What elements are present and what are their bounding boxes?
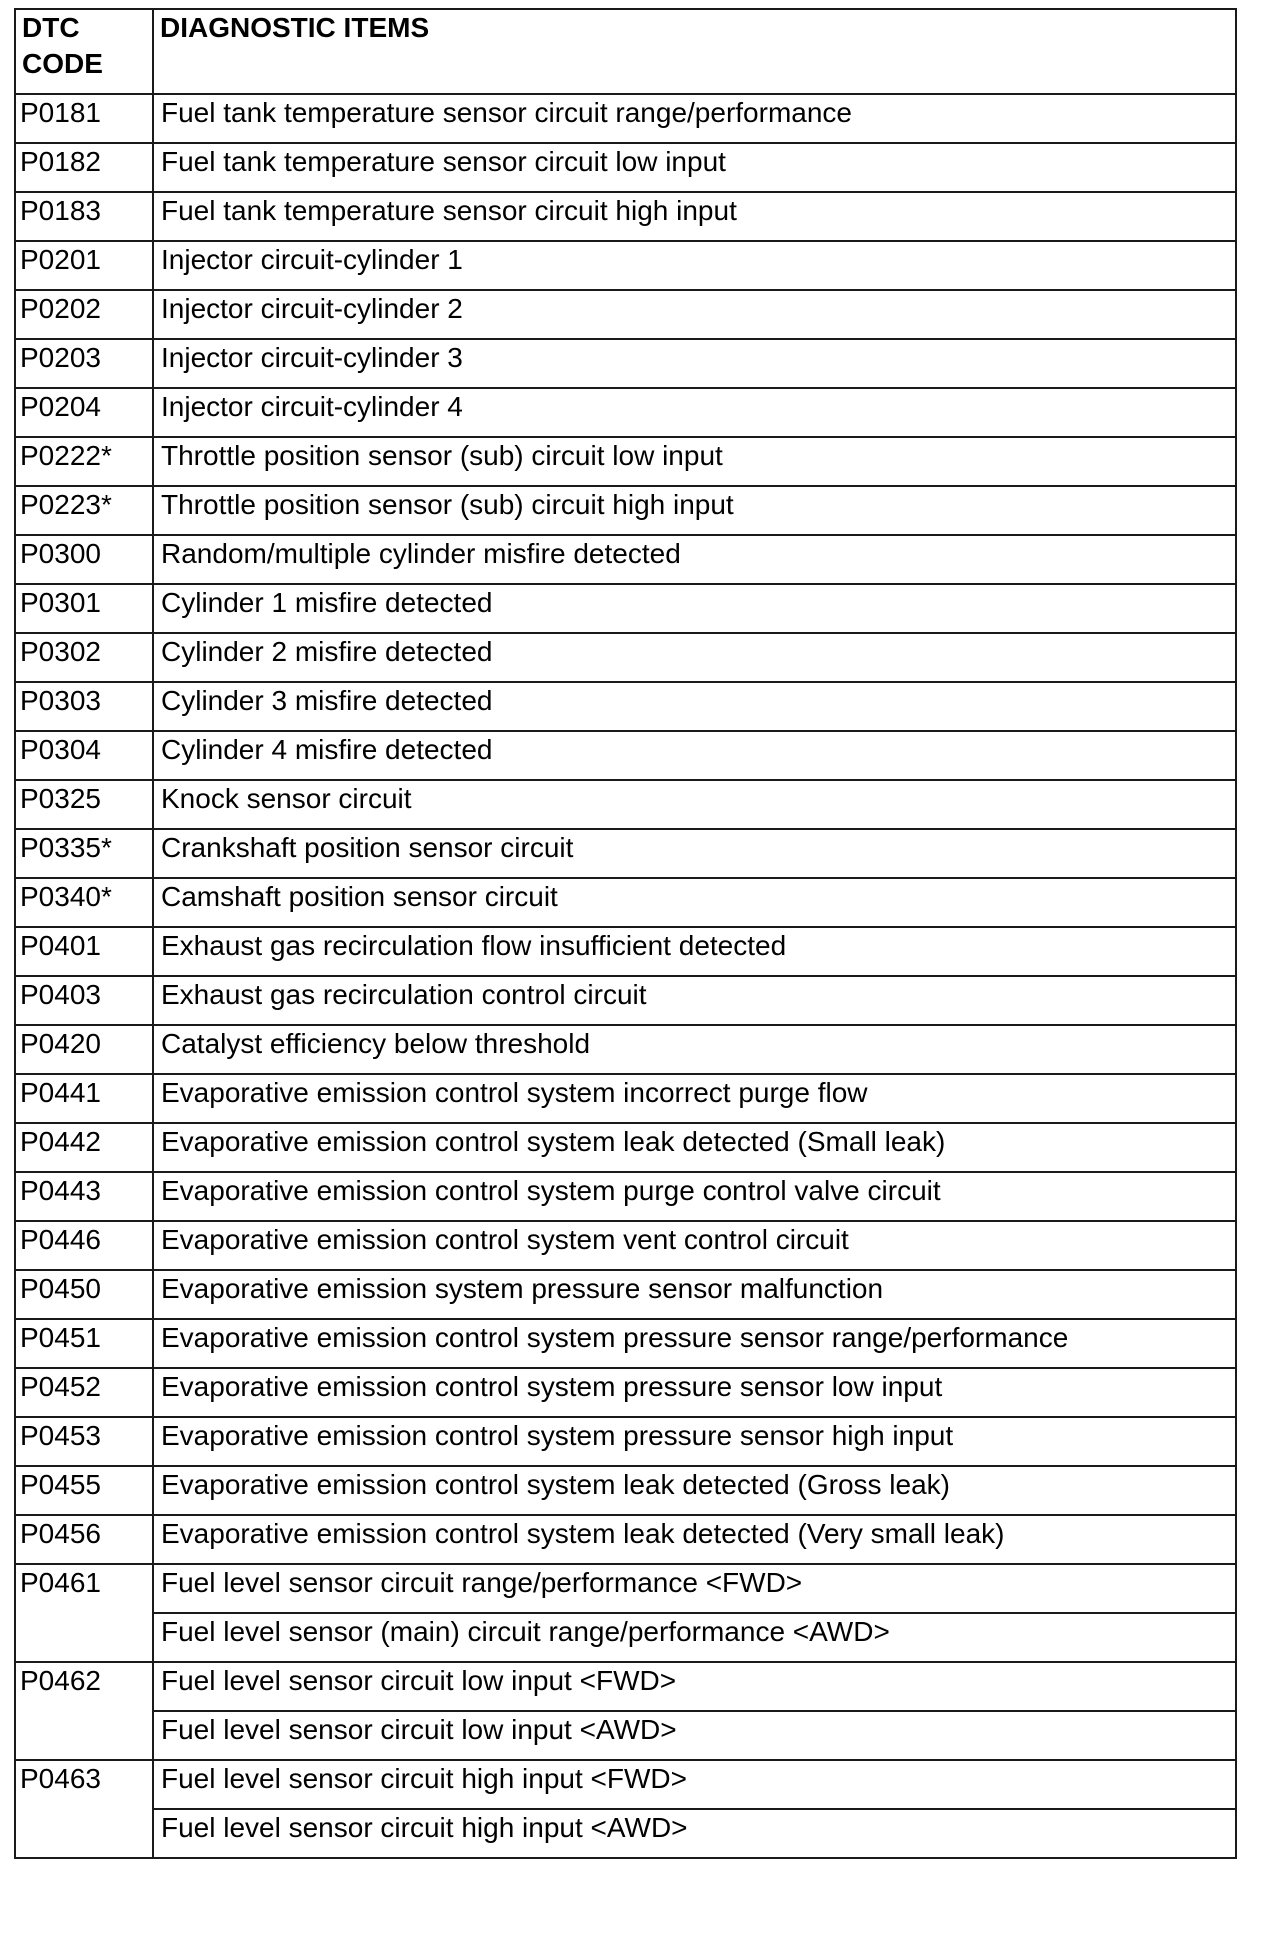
diagnostic-item-cell: Evaporative emission control system leak detected (Gross leak)	[153, 1466, 1236, 1515]
dtc-code-cell: P0300	[15, 535, 153, 584]
table-row	[15, 192, 1236, 241]
table-row	[15, 1319, 1236, 1368]
table-row	[15, 1417, 1236, 1466]
dtc-code-cell: P0461	[15, 1564, 153, 1662]
diagnostic-item-cell: Evaporative emission control system pressure sensor range/performance	[153, 1319, 1236, 1368]
dtc-code-cell: P0451	[15, 1319, 153, 1368]
diagnostic-item-cell: Cylinder 1 misfire detected	[153, 584, 1236, 633]
diagnostic-item-cell: Fuel level sensor (main) circuit range/performance <AWD>	[153, 1613, 1236, 1662]
dtc-code-cell: P0443	[15, 1172, 153, 1221]
diagnostic-item-cell: Evaporative emission control system purge control valve circuit	[153, 1172, 1236, 1221]
table-row	[15, 1074, 1236, 1123]
diagnostic-item-cell: Knock sensor circuit	[153, 780, 1236, 829]
dtc-table-body	[15, 94, 1236, 1858]
dtc-code-cell: P0325	[15, 780, 153, 829]
dtc-code-cell: P0442	[15, 1123, 153, 1172]
table-row	[15, 1760, 1236, 1809]
diagnostic-item-cell: Catalyst efficiency below threshold	[153, 1025, 1236, 1074]
diagnostic-item-cell: Fuel level sensor circuit high input <AWD>	[153, 1809, 1236, 1858]
diagnostic-item-cell: Fuel level sensor circuit low input <FWD>	[153, 1662, 1236, 1711]
diagnostic-item-cell: Fuel tank temperature sensor circuit high input	[153, 192, 1236, 241]
dtc-code-cell: P0340*	[15, 878, 153, 927]
table-row	[15, 731, 1236, 780]
dtc-code-cell: P0301	[15, 584, 153, 633]
table-row	[15, 829, 1236, 878]
dtc-code-cell: P0462	[15, 1662, 153, 1760]
table-row	[15, 437, 1236, 486]
table-row	[15, 1515, 1236, 1564]
dtc-code-cell: P0303	[15, 682, 153, 731]
dtc-code-cell: P0202	[15, 290, 153, 339]
table-row	[15, 976, 1236, 1025]
dtc-code-cell: P0446	[15, 1221, 153, 1270]
dtc-code-cell: P0302	[15, 633, 153, 682]
table-row	[15, 878, 1236, 927]
diagnostic-item-cell: Cylinder 3 misfire detected	[153, 682, 1236, 731]
diagnostic-item-cell: Exhaust gas recirculation control circuit	[153, 976, 1236, 1025]
dtc-code-cell: P0204	[15, 388, 153, 437]
diagnostic-item-cell: Fuel tank temperature sensor circuit low input	[153, 143, 1236, 192]
header-diagnostic-items: DIAGNOSTIC ITEMS	[153, 9, 1236, 94]
diagnostic-item-cell: Evaporative emission control system pressure sensor high input	[153, 1417, 1236, 1466]
table-row	[15, 388, 1236, 437]
dtc-code-cell: P0203	[15, 339, 153, 388]
diagnostic-item-cell: Fuel level sensor circuit range/performance <FWD>	[153, 1564, 1236, 1613]
header-dtc-code	[15, 9, 153, 94]
diagnostic-item-cell: Injector circuit-cylinder 1	[153, 241, 1236, 290]
diagnostic-item-cell: Throttle position sensor (sub) circuit high input	[153, 486, 1236, 535]
table-row	[15, 94, 1236, 143]
table-row	[15, 339, 1236, 388]
table-row	[15, 241, 1236, 290]
dtc-code-cell: P0441	[15, 1074, 153, 1123]
dtc-code-cell: P0335*	[15, 829, 153, 878]
table-row	[15, 1368, 1236, 1417]
header-code-line1: DTC	[22, 12, 80, 43]
table-row	[15, 1221, 1236, 1270]
dtc-code-cell: P0181	[15, 94, 153, 143]
dtc-code-cell: P0304	[15, 731, 153, 780]
diagnostic-item-cell: Cylinder 2 misfire detected	[153, 633, 1236, 682]
diagnostic-item-cell: Injector circuit-cylinder 3	[153, 339, 1236, 388]
diagnostic-item-cell: Evaporative emission control system leak detected (Small leak)	[153, 1123, 1236, 1172]
table-row	[15, 927, 1236, 976]
table-row	[15, 143, 1236, 192]
diagnostic-item-cell: Throttle position sensor (sub) circuit low input	[153, 437, 1236, 486]
header-row	[15, 9, 1236, 94]
table-row	[15, 682, 1236, 731]
table-row	[15, 486, 1236, 535]
diagnostic-item-cell: Crankshaft position sensor circuit	[153, 829, 1236, 878]
diagnostic-item-cell: Injector circuit-cylinder 2	[153, 290, 1236, 339]
diagnostic-item-cell: Evaporative emission control system incorrect purge flow	[153, 1074, 1236, 1123]
header-code-line2: CODE	[22, 48, 103, 79]
diagnostic-item-cell: Cylinder 4 misfire detected	[153, 731, 1236, 780]
dtc-code-cell: P0201	[15, 241, 153, 290]
dtc-code-cell: P0456	[15, 1515, 153, 1564]
dtc-code-cell: P0403	[15, 976, 153, 1025]
dtc-code-cell: P0223*	[15, 486, 153, 535]
diagnostic-item-cell: Exhaust gas recirculation flow insufficient detected	[153, 927, 1236, 976]
diagnostic-item-cell: Evaporative emission control system pressure sensor low input	[153, 1368, 1236, 1417]
dtc-code-cell: P0182	[15, 143, 153, 192]
dtc-table	[14, 8, 1237, 1859]
table-row	[15, 1466, 1236, 1515]
dtc-code-cell: P0455	[15, 1466, 153, 1515]
dtc-code-cell: P0453	[15, 1417, 153, 1466]
table-row	[15, 290, 1236, 339]
dtc-code-cell: P0450	[15, 1270, 153, 1319]
diagnostic-item-cell: Injector circuit-cylinder 4	[153, 388, 1236, 437]
dtc-code-cell: P0420	[15, 1025, 153, 1074]
table-row	[15, 633, 1236, 682]
diagnostic-item-cell: Evaporative emission control system leak detected (Very small leak)	[153, 1515, 1236, 1564]
table-row	[15, 1172, 1236, 1221]
diagnostic-item-cell: Fuel level sensor circuit low input <AWD>	[153, 1711, 1236, 1760]
table-row	[15, 780, 1236, 829]
table-row	[15, 535, 1236, 584]
table-row	[15, 1564, 1236, 1613]
table-row	[15, 584, 1236, 633]
diagnostic-item-cell: Fuel level sensor circuit high input <FWD>	[153, 1760, 1236, 1809]
diagnostic-item-cell: Fuel tank temperature sensor circuit range/performance	[153, 94, 1236, 143]
dtc-code-cell: P0463	[15, 1760, 153, 1858]
dtc-code-cell: P0452	[15, 1368, 153, 1417]
table-row	[15, 1025, 1236, 1074]
dtc-code-cell: P0222*	[15, 437, 153, 486]
dtc-code-cell: P0183	[15, 192, 153, 241]
table-row	[15, 1270, 1236, 1319]
table-row	[15, 1123, 1236, 1172]
table-row	[15, 1662, 1236, 1711]
diagnostic-item-cell: Evaporative emission system pressure sensor malfunction	[153, 1270, 1236, 1319]
diagnostic-item-cell: Evaporative emission control system vent control circuit	[153, 1221, 1236, 1270]
diagnostic-item-cell: Random/multiple cylinder misfire detected	[153, 535, 1236, 584]
diagnostic-item-cell: Camshaft position sensor circuit	[153, 878, 1236, 927]
table-row	[15, 1809, 1236, 1858]
table-row	[15, 1613, 1236, 1662]
dtc-code-cell: P0401	[15, 927, 153, 976]
table-row	[15, 1711, 1236, 1760]
